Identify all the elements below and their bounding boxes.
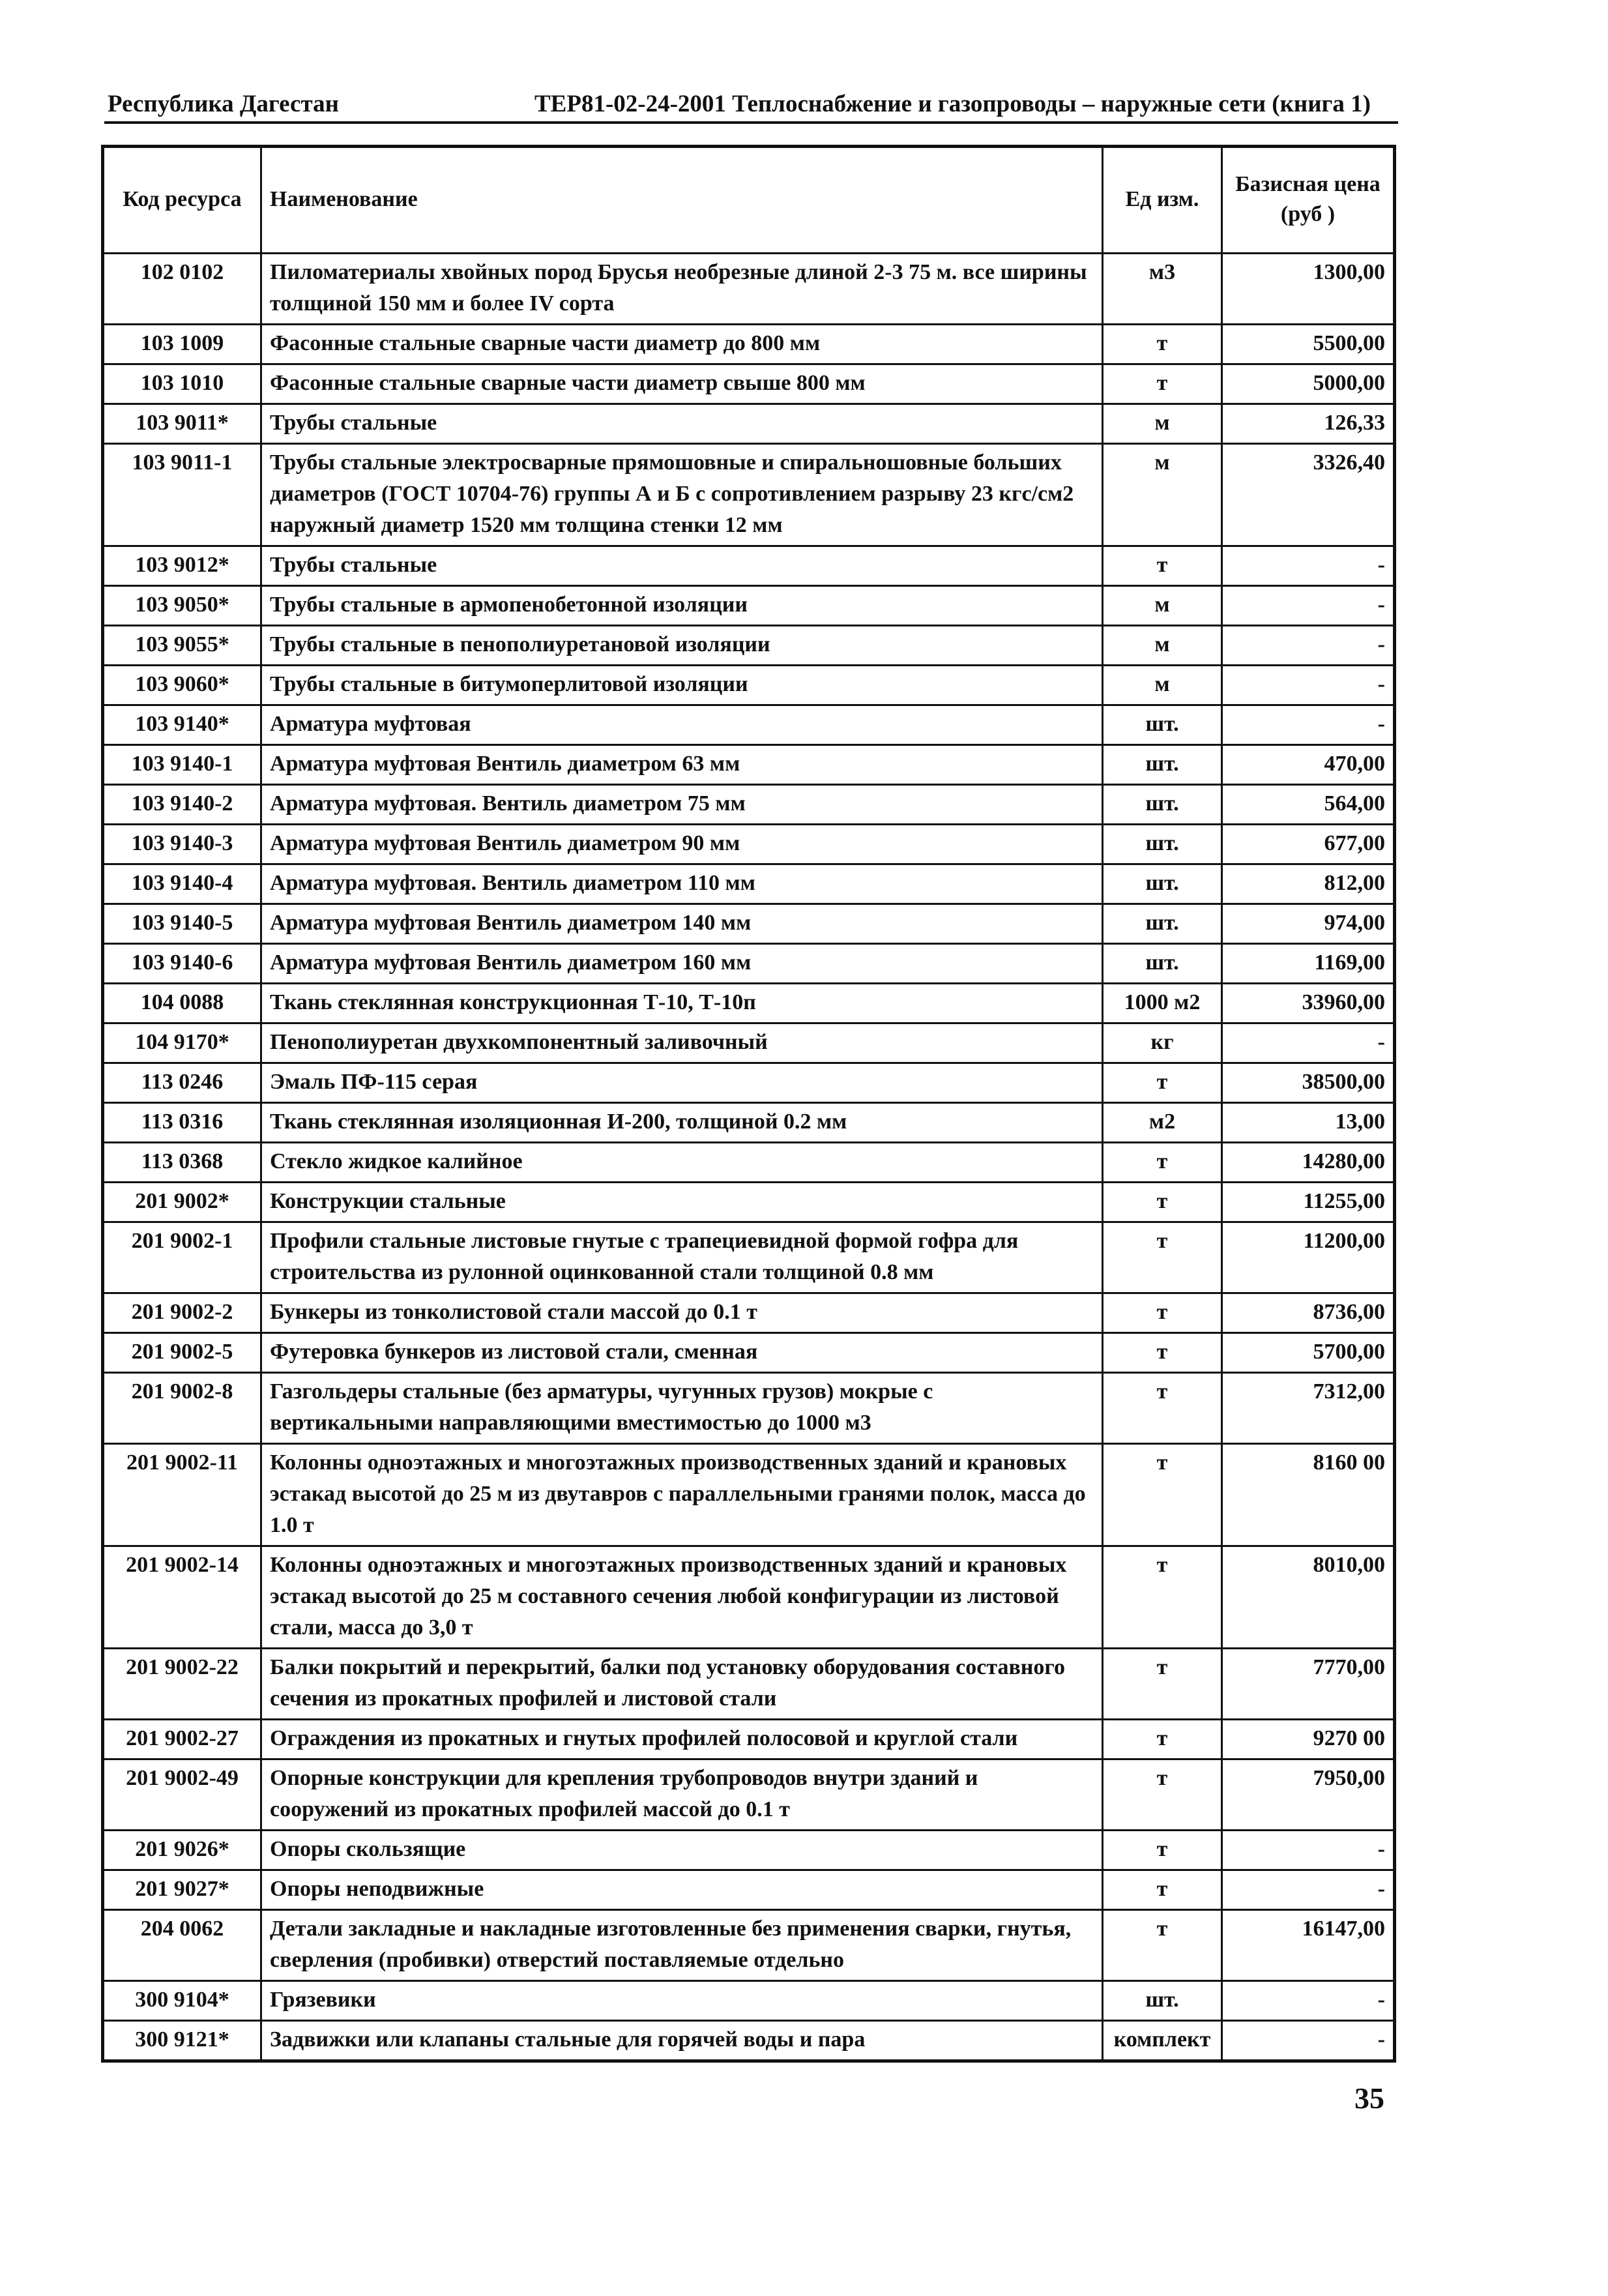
table-row bbox=[103, 1103, 1395, 1143]
cell-price: 9270 00 bbox=[1222, 1720, 1395, 1759]
table-row bbox=[103, 444, 1395, 546]
table-row bbox=[103, 254, 1395, 325]
cell-code: 201 9002* bbox=[103, 1183, 261, 1222]
table-row bbox=[103, 745, 1395, 785]
table-row bbox=[103, 785, 1395, 825]
cell-price: 7770,00 bbox=[1222, 1649, 1395, 1720]
cell-unit: т bbox=[1103, 1183, 1222, 1222]
table-row bbox=[103, 1870, 1395, 1910]
table-row bbox=[103, 864, 1395, 904]
table-row bbox=[103, 2021, 1395, 2061]
cell-name: Футеровка бункеров из листовой стали, сменная bbox=[261, 1333, 1103, 1373]
page-number: 35 bbox=[1354, 2082, 1384, 2115]
cell-code: 113 0316 bbox=[103, 1103, 261, 1143]
cell-price: 974,00 bbox=[1222, 904, 1395, 944]
cell-code: 103 9011* bbox=[103, 404, 261, 444]
cell-unit: шт. bbox=[1103, 904, 1222, 944]
cell-name: Задвижки или клапаны стальные для горячей воды и пара bbox=[261, 2021, 1103, 2061]
cell-code: 102 0102 bbox=[103, 254, 261, 325]
table-row bbox=[103, 1293, 1395, 1333]
cell-code: 201 9002-49 bbox=[103, 1759, 261, 1831]
cell-unit: м bbox=[1103, 404, 1222, 444]
cell-unit: 1000 м2 bbox=[1103, 984, 1222, 1023]
cell-unit: м3 bbox=[1103, 254, 1222, 325]
cell-name: Опоры неподвижные bbox=[261, 1870, 1103, 1910]
cell-name: Арматура муфтовая Вентиль диаметром 160 мм bbox=[261, 944, 1103, 984]
table-header-row bbox=[103, 147, 1395, 254]
cell-price: - bbox=[1222, 705, 1395, 745]
cell-name: Трубы стальные в армопенобетонной изоляции bbox=[261, 586, 1103, 626]
cell-price: - bbox=[1222, 586, 1395, 626]
cell-name: Арматура муфтовая Вентиль диаметром 90 мм bbox=[261, 825, 1103, 864]
cell-unit: т bbox=[1103, 1910, 1222, 1981]
table-row bbox=[103, 825, 1395, 864]
cell-name: Профили стальные листовые гнутые с трапециевидной формой гофра для строительства из рулонной оцинкованной стали толщиной 0.8 мм bbox=[261, 1222, 1103, 1293]
table-row bbox=[103, 325, 1395, 364]
cell-name: Трубы стальные bbox=[261, 404, 1103, 444]
cell-code: 103 9050* bbox=[103, 586, 261, 626]
cell-unit: м bbox=[1103, 626, 1222, 666]
header-rule bbox=[104, 121, 1398, 124]
cell-price: - bbox=[1222, 546, 1395, 586]
table-row bbox=[103, 1444, 1395, 1546]
cell-unit: м bbox=[1103, 444, 1222, 546]
cell-name: Трубы стальные в битумоперлитовой изоляции bbox=[261, 666, 1103, 705]
cell-unit: т bbox=[1103, 325, 1222, 364]
cell-price: 8736,00 bbox=[1222, 1293, 1395, 1333]
cell-unit: м bbox=[1103, 666, 1222, 705]
cell-name: Грязевики bbox=[261, 1981, 1103, 2021]
cell-unit: т bbox=[1103, 364, 1222, 404]
cell-code: 201 9002-22 bbox=[103, 1649, 261, 1720]
cell-name: Фасонные стальные сварные части диаметр свыше 800 мм bbox=[261, 364, 1103, 404]
cell-price: 812,00 bbox=[1222, 864, 1395, 904]
cell-price: - bbox=[1222, 1023, 1395, 1063]
cell-code: 103 9140-3 bbox=[103, 825, 261, 864]
cell-price: 5000,00 bbox=[1222, 364, 1395, 404]
cell-unit: т bbox=[1103, 1333, 1222, 1373]
cell-code: 201 9002-11 bbox=[103, 1444, 261, 1546]
cell-name: Пенополиуретан двухкомпонентный заливочный bbox=[261, 1023, 1103, 1063]
cell-name: Трубы стальные bbox=[261, 546, 1103, 586]
table-body bbox=[103, 254, 1395, 2061]
table-row bbox=[103, 1759, 1395, 1831]
cell-name: Ограждения из прокатных и гнутых профилей полосовой и круглой стали bbox=[261, 1720, 1103, 1759]
cell-code: 104 9170* bbox=[103, 1023, 261, 1063]
cell-code: 103 9140* bbox=[103, 705, 261, 745]
cell-name: Колонны одноэтажных и многоэтажных производственных зданий и крановых эстакад высотой до 25 м составного сечения любой конфигурации из листовой стали, масса до 3,0 т bbox=[261, 1546, 1103, 1649]
cell-code: 103 1010 bbox=[103, 364, 261, 404]
cell-unit: м bbox=[1103, 586, 1222, 626]
cell-code: 104 0088 bbox=[103, 984, 261, 1023]
cell-name: Трубы стальные электросварные прямошовные и спиральношовные больших диаметров (ГОСТ 10704-76) группы А и Б с сопротивлением разрыву 23 кгс/см2 наружный диаметр 1520 мм толщина стенки 12 мм bbox=[261, 444, 1103, 546]
table-row bbox=[103, 984, 1395, 1023]
cell-code: 113 0368 bbox=[103, 1143, 261, 1183]
cell-unit: т bbox=[1103, 1444, 1222, 1546]
cell-price: 14280,00 bbox=[1222, 1143, 1395, 1183]
cell-unit: т bbox=[1103, 546, 1222, 586]
table-row bbox=[103, 1023, 1395, 1063]
table-row bbox=[103, 1910, 1395, 1981]
cell-price: 126,33 bbox=[1222, 404, 1395, 444]
column-header-price: Базисная цена (руб ) bbox=[1222, 147, 1395, 254]
cell-unit: м2 bbox=[1103, 1103, 1222, 1143]
table-row bbox=[103, 666, 1395, 705]
table-row bbox=[103, 364, 1395, 404]
cell-price: 11200,00 bbox=[1222, 1222, 1395, 1293]
cell-unit: шт. bbox=[1103, 705, 1222, 745]
cell-name: Детали закладные и накладные изготовленные без применения сварки, гнутья, сверления (пробивки) отверстий поставляемые отдельно bbox=[261, 1910, 1103, 1981]
cell-price: 7950,00 bbox=[1222, 1759, 1395, 1831]
cell-price: - bbox=[1222, 1831, 1395, 1870]
cell-price: 7312,00 bbox=[1222, 1373, 1395, 1444]
cell-price: 8160 00 bbox=[1222, 1444, 1395, 1546]
cell-code: 103 9140-4 bbox=[103, 864, 261, 904]
cell-unit: шт. bbox=[1103, 745, 1222, 785]
cell-code: 103 1009 bbox=[103, 325, 261, 364]
cell-unit: т bbox=[1103, 1546, 1222, 1649]
table-row bbox=[103, 404, 1395, 444]
cell-code: 113 0246 bbox=[103, 1063, 261, 1103]
cell-code: 300 9121* bbox=[103, 2021, 261, 2061]
cell-name: Бункеры из тонколистовой стали массой до 0.1 т bbox=[261, 1293, 1103, 1333]
cell-unit: шт. bbox=[1103, 864, 1222, 904]
cell-name: Арматура муфтовая Вентиль диаметром 140 мм bbox=[261, 904, 1103, 944]
column-header-unit: Ед изм. bbox=[1103, 147, 1222, 254]
cell-price: 8010,00 bbox=[1222, 1546, 1395, 1649]
cell-name: Арматура муфтовая. Вентиль диаметром 75 мм bbox=[261, 785, 1103, 825]
cell-name: Фасонные стальные сварные части диаметр до 800 мм bbox=[261, 325, 1103, 364]
cell-name: Арматура муфтовая bbox=[261, 705, 1103, 745]
cell-price: 1300,00 bbox=[1222, 254, 1395, 325]
cell-name: Опоры скользящие bbox=[261, 1831, 1103, 1870]
cell-name: Стекло жидкое калийное bbox=[261, 1143, 1103, 1183]
table-row bbox=[103, 1649, 1395, 1720]
cell-price: 11255,00 bbox=[1222, 1183, 1395, 1222]
table-row bbox=[103, 1183, 1395, 1222]
table-row bbox=[103, 1063, 1395, 1103]
column-header-name: Наименование bbox=[261, 147, 1103, 254]
cell-price: 470,00 bbox=[1222, 745, 1395, 785]
cell-unit: т bbox=[1103, 1063, 1222, 1103]
table-row bbox=[103, 1720, 1395, 1759]
cell-code: 201 9002-5 bbox=[103, 1333, 261, 1373]
cell-code: 201 9002-1 bbox=[103, 1222, 261, 1293]
cell-price: 564,00 bbox=[1222, 785, 1395, 825]
cell-name: Ткань стеклянная конструкционная Т-10, Т-10п bbox=[261, 984, 1103, 1023]
cell-code: 103 9140-1 bbox=[103, 745, 261, 785]
cell-price: 3326,40 bbox=[1222, 444, 1395, 546]
cell-unit: т bbox=[1103, 1143, 1222, 1183]
cell-code: 300 9104* bbox=[103, 1981, 261, 2021]
cell-unit: т bbox=[1103, 1831, 1222, 1870]
cell-unit: т bbox=[1103, 1373, 1222, 1444]
table-row bbox=[103, 1143, 1395, 1183]
cell-name: Эмаль ПФ-115 серая bbox=[261, 1063, 1103, 1103]
cell-unit: шт. bbox=[1103, 1981, 1222, 2021]
cell-unit: т bbox=[1103, 1222, 1222, 1293]
cell-price: 33960,00 bbox=[1222, 984, 1395, 1023]
table-row bbox=[103, 586, 1395, 626]
cell-name: Балки покрытий и перекрытий, балки под установку оборудования составного сечения из прокатных профилей и листовой стали bbox=[261, 1649, 1103, 1720]
cell-price: 38500,00 bbox=[1222, 1063, 1395, 1103]
cell-code: 103 9012* bbox=[103, 546, 261, 586]
cell-unit: т bbox=[1103, 1293, 1222, 1333]
cell-price: 677,00 bbox=[1222, 825, 1395, 864]
cell-unit: т bbox=[1103, 1870, 1222, 1910]
table-row bbox=[103, 1831, 1395, 1870]
cell-price: 13,00 bbox=[1222, 1103, 1395, 1143]
table-row bbox=[103, 904, 1395, 944]
cell-code: 201 9027* bbox=[103, 1870, 261, 1910]
table-row bbox=[103, 1373, 1395, 1444]
cell-name: Газгольдеры стальные (без арматуры, чугунных грузов) мокрые с вертикальными направляющими вместимостью до 1000 м3 bbox=[261, 1373, 1103, 1444]
cell-code: 103 9055* bbox=[103, 626, 261, 666]
cell-code: 103 9060* bbox=[103, 666, 261, 705]
header-region: Республика Дагестан bbox=[108, 91, 339, 117]
cell-code: 201 9026* bbox=[103, 1831, 261, 1870]
table-row bbox=[103, 1222, 1395, 1293]
cell-code: 201 9002-27 bbox=[103, 1720, 261, 1759]
resource-table bbox=[101, 145, 1396, 2063]
cell-price: - bbox=[1222, 626, 1395, 666]
cell-code: 201 9002-2 bbox=[103, 1293, 261, 1333]
cell-price: 16147,00 bbox=[1222, 1910, 1395, 1981]
table-row bbox=[103, 546, 1395, 586]
cell-unit: т bbox=[1103, 1759, 1222, 1831]
cell-name: Арматура муфтовая Вентиль диаметром 63 мм bbox=[261, 745, 1103, 785]
table-row bbox=[103, 1546, 1395, 1649]
cell-name: Опорные конструкции для крепления трубопроводов внутри зданий и сооружений из прокатных профилей массой до 0.1 т bbox=[261, 1759, 1103, 1831]
cell-code: 201 9002-14 bbox=[103, 1546, 261, 1649]
cell-unit: кг bbox=[1103, 1023, 1222, 1063]
table-row bbox=[103, 944, 1395, 984]
table-row bbox=[103, 705, 1395, 745]
column-header-code: Код ресурса bbox=[103, 147, 261, 254]
cell-price: - bbox=[1222, 2021, 1395, 2061]
resource-table-container bbox=[101, 145, 1393, 2063]
cell-name: Конструкции стальные bbox=[261, 1183, 1103, 1222]
cell-price: 5700,00 bbox=[1222, 1333, 1395, 1373]
cell-code: 103 9140-5 bbox=[103, 904, 261, 944]
cell-price: - bbox=[1222, 666, 1395, 705]
cell-code: 103 9140-6 bbox=[103, 944, 261, 984]
cell-price: 1169,00 bbox=[1222, 944, 1395, 984]
cell-name: Колонны одноэтажных и многоэтажных производственных зданий и крановых эстакад высотой до 25 м из двутавров с параллельными гранями полок, масса до 1.0 т bbox=[261, 1444, 1103, 1546]
cell-unit: шт. bbox=[1103, 825, 1222, 864]
cell-name: Трубы стальные в пенополиуретановой изоляции bbox=[261, 626, 1103, 666]
cell-code: 201 9002-8 bbox=[103, 1373, 261, 1444]
cell-unit: комплект bbox=[1103, 2021, 1222, 2061]
table-row bbox=[103, 1333, 1395, 1373]
cell-price: - bbox=[1222, 1981, 1395, 2021]
cell-code: 103 9140-2 bbox=[103, 785, 261, 825]
cell-name: Пиломатериалы хвойных пород Брусья необрезные длиной 2-3 75 м. все ширины толщиной 150 мм и более IV сорта bbox=[261, 254, 1103, 325]
table-row bbox=[103, 1981, 1395, 2021]
cell-unit: шт. bbox=[1103, 944, 1222, 984]
cell-price: - bbox=[1222, 1870, 1395, 1910]
cell-name: Арматура муфтовая. Вентиль диаметром 110 мм bbox=[261, 864, 1103, 904]
cell-code: 103 9011-1 bbox=[103, 444, 261, 546]
cell-unit: т bbox=[1103, 1649, 1222, 1720]
header-document-title: ТЕР81-02-24-2001 Теплоснабжение и газопроводы – наружные сети (книга 1) bbox=[534, 91, 1371, 117]
cell-unit: шт. bbox=[1103, 785, 1222, 825]
table-row bbox=[103, 626, 1395, 666]
cell-code: 204 0062 bbox=[103, 1910, 261, 1981]
cell-price: 5500,00 bbox=[1222, 325, 1395, 364]
cell-name: Ткань стеклянная изоляционная И-200, толщиной 0.2 мм bbox=[261, 1103, 1103, 1143]
cell-unit: т bbox=[1103, 1720, 1222, 1759]
